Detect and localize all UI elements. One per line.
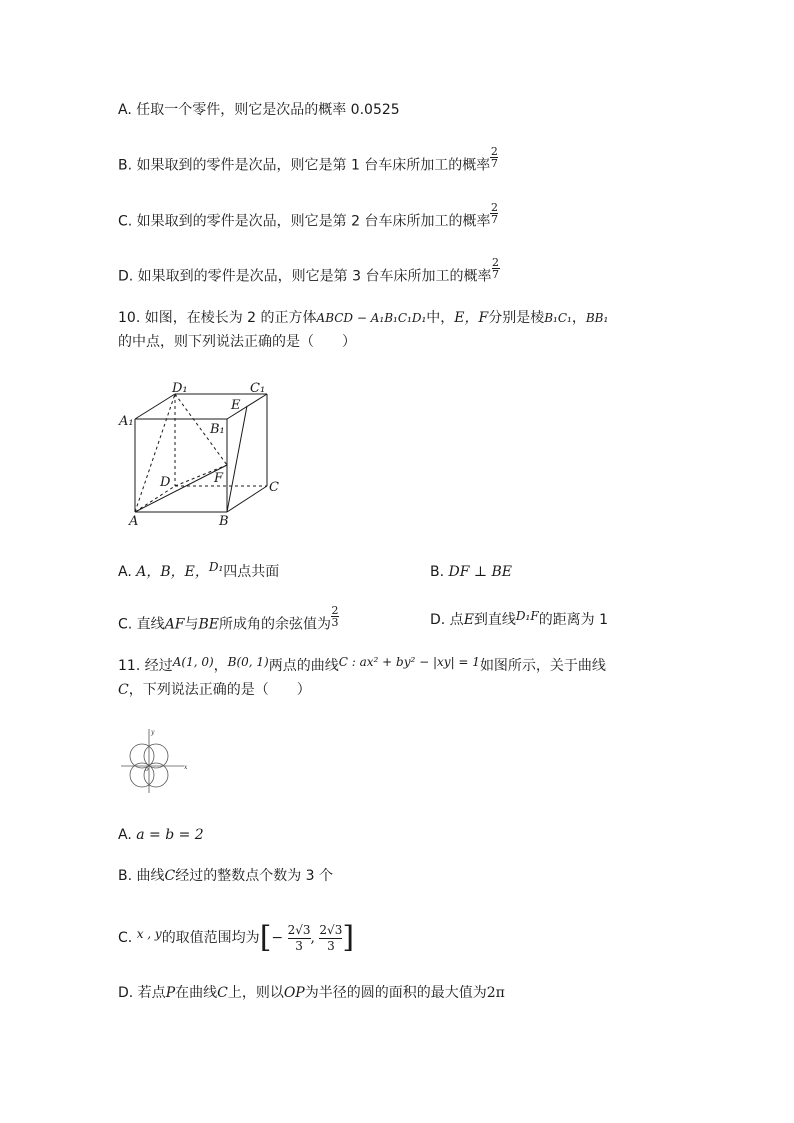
label-e: E [231,398,241,413]
q10-stem-line2: 的中点，则下列说法正确的是（ ） [118,334,356,350]
q9-option-c: C. 如果取到的零件是次品，则它是第 2 台车床所加工的概率 $\frac{2}{7}$ [118,201,498,230]
curve-figure [118,725,193,795]
q10-option-a: A. A，B，E，D₁四点共面 [118,560,280,580]
fraction: $\frac{2}{3}$ [331,604,339,629]
label-d: D [160,475,171,490]
label-a: A [129,514,139,526]
q11-stem-line2: C，下列说法正确的是（ ） [118,682,311,698]
fraction: $\frac{2√3}{3}$ [287,922,311,953]
q10-option-b: B. DF ⊥ BE [430,564,513,580]
label-y: y [151,729,155,736]
q11-option-c: C. x , y的取值范围均为[− $\frac{2√3}{3}$, $\frac{2√3}{3}$] [118,920,355,955]
fraction: $\frac{2√3}{3}$ [319,922,343,953]
label-b: B [219,514,229,526]
fraction: $\frac{2}{7}$ [490,145,498,170]
cube-figure [118,376,288,526]
q9-option-a: A. 任取一个零件，则它是次品的概率 0.0525 [118,102,400,118]
q10-option-c: C. 直线AF与BE所成角的余弦值为 $\frac{2}{3}$ [118,604,339,633]
fraction: $\frac{2}{7}$ [492,256,499,281]
fraction: $\frac{2}{7}$ [490,201,498,226]
q11-option-a: A. a = b = 2 [118,827,204,843]
label-f: F [214,471,224,486]
label-a1: A₁ [119,414,134,429]
q10-option-d: D. 点E到直线D₁F的距离为 1 [430,609,609,628]
q9-option-d: D. 如果取到的零件是次品，则它是第 3 台车床所加工的概率 $\frac{2}{7}$ [118,256,499,285]
label-x: x [184,764,188,771]
label-d1: D₁ [172,381,188,396]
label-c: C [269,480,279,495]
q10-stem-line1: 10. 如图，在棱长为 2 的正方体ABCD − A₁B₁C₁D₁中，E，F分别是棱B₁C₁，BB₁ [118,310,609,326]
q11-option-d: D. 若点P在曲线C上，则以OP为半径的圆的面积的最大值为2π [118,985,505,1001]
label-o: o [145,766,149,773]
q9-option-b: B. 如果取到的零件是次品，则它是第 1 台车床所加工的概率 $\frac{2}{7}$ [118,145,498,174]
label-b1: B₁ [210,422,225,437]
q11-option-b: B. 曲线C经过的整数点个数为 3 个 [118,868,334,884]
label-c1: C₁ [250,381,266,396]
q11-stem-line1: 11. 经过A(1, 0)，B(0, 1)两点的曲线C : ax² + by² − |xy| = 1如图所示，关于曲线 [118,655,606,674]
